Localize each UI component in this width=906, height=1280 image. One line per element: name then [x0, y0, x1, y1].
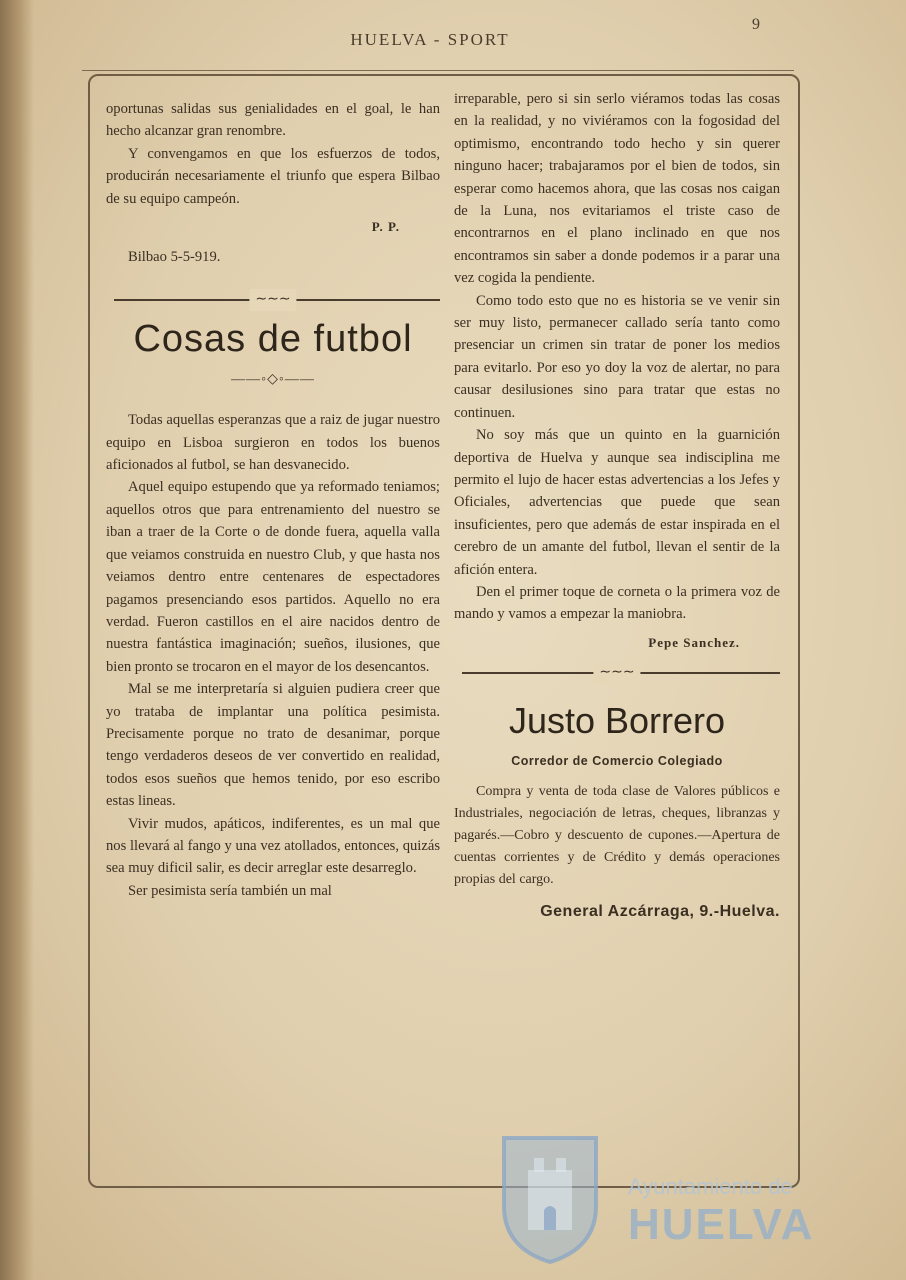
article-paragraph: Como todo esto que no es historia se ve venir sin ser muy listo, permanecer callado sería tanto como presenciar un crimen sin tratar de poner los medios para evitarlo. Por eso yo doy la voz de alertar, no para causar desilusiones sino para tratar que estas no continuen.	[454, 292, 780, 421]
ad-address: General Azcárraga, 9.-Huelva.	[540, 902, 780, 920]
article-paragraph: Todas aquellas esperanzas que a raiz de jugar nuestro equipo en Lisboa surgieron en todos los buenos aficionados al futbol, se han desvanecido.	[106, 412, 440, 474]
watermark-line2: HUELVA	[628, 1200, 815, 1249]
ad-title: Justo Borrero	[508, 700, 726, 742]
book-spine	[0, 0, 34, 1280]
watermark-line1: Ayuntamiento de	[628, 1174, 793, 1199]
article-paragraph: irreparable, pero si sin serlo viéramos todas las cosas en la realidad, y no viviéramos con la fogosidad del optimismo, encontrando todo hecho y sin querer ninguno hacer; trabajaramos por el bien de todos, sin esperar como hacemos ahora, que las cosas nos caigan de la Luna, nos evitariamos el triste caso de encontrarnos en el plano inclinado en que nos encontramos sin saber a donde podemos ir a parar una vez cogida la pendiente.	[454, 91, 780, 287]
dateline: Bilbao 5-5-919.	[128, 249, 221, 266]
city-shield-icon	[498, 1130, 602, 1266]
ornament-icon: ∼∼∼	[593, 662, 640, 684]
running-title: HUELVA - SPORT	[350, 30, 510, 49]
left-column	[106, 98, 440, 902]
signature: P. P.	[371, 219, 400, 235]
ornamental-rule	[106, 289, 440, 311]
signature: Pepe Sanchez.	[648, 634, 740, 650]
intro-paragraph: oportunas salidas sus genialidades en el goal, le han hecho alcanzar gran renombre.	[106, 101, 440, 140]
section-title: Cosas de futbol	[133, 317, 413, 360]
article-paragraph: Ser pesimista sería también un mal	[128, 882, 332, 899]
advertisement	[454, 698, 780, 923]
intro-paragraph: Y convengamos en que los esfuerzos de todos, producirán necesariamente el triunfo que espera Bilbao de su equipo campeón.	[106, 145, 440, 207]
watermark	[498, 1130, 838, 1270]
article-paragraph: No soy más que un quinto en la guarnición deportiva de Huelva y aunque sea indisciplina me permito el lujo de hacer estas advertencias a los Jefes y Oficiales, advertencias que puede que sean insuficientes, pero que además de estar inspirada en el cerebro de un amante del futbol, llevan el sentir de la afición entera.	[454, 427, 780, 578]
ad-body: Compra y venta de toda clase de Valores públicos e Industriales, negociación de letras, cheques, libranzas y pagarés.—Cobro y descuento de cupones.—Apertura de cuentas corrientes y de Crédito y demás operaciones propias del cargo.	[454, 783, 780, 887]
article-paragraph: Aquel equipo estupendo que ya reformado teniamos; aquellos otros que para entrenamiento del nuestro se iban a traer de la Corte o de donde fuera, aquella valla que veiamos construida en nuestro Club, y que hasta nos veiamos dentro entre centenares de espectadores pagamos presenciando esos partidos. Aquello no era verdad. Fueron castillos en el aire nacidos dentro de nuestra fantástica imaginación; sueños, ilusiones, que bien pronto se trocaron en el mayor de los desencantos.	[106, 479, 440, 675]
article-paragraph: Den el primer toque de corneta o la primera voz de mando y vamos a empezar la maniobra.	[454, 583, 780, 623]
ornament-icon: ∼∼∼	[249, 289, 296, 311]
article-paragraph: Mal se me interpretaría si alguien pudiera creer que yo trataba de implantar una política pesimista. Precisamente porque no trato de desanimar, porque tengo verdaderos deseos de ver convertido en realidad, todos esos sueños que hemos tenido, por eso escribo estas lineas.	[106, 681, 440, 810]
ad-subtitle: Corredor de Comercio Colegiado	[511, 754, 723, 769]
page-number: 9	[752, 16, 760, 33]
article-paragraph: Vivir mudos, apáticos, indiferentes, es un mal que nos llevará al fango y una vez atollados, entonces, quizás sea muy dificil salir, es decir arreglar este desarreglo.	[106, 815, 440, 877]
title-ornament-icon: ——◦◇◦——	[231, 371, 315, 387]
ornamental-rule	[454, 662, 780, 684]
right-column	[454, 88, 780, 923]
header-rule	[82, 70, 794, 71]
